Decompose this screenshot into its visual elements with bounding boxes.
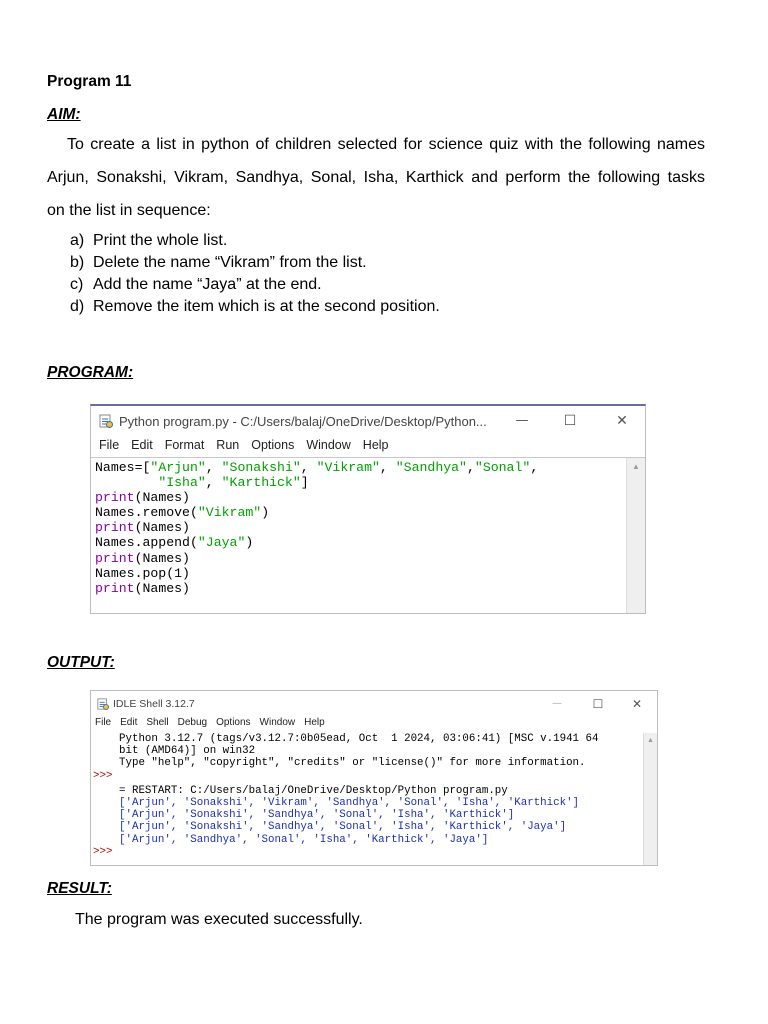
code-token: "Karthick"	[221, 475, 301, 491]
editor-menubar	[91, 438, 645, 456]
code-token: (Names)	[134, 490, 190, 506]
code-line	[95, 475, 538, 490]
code-token: Names.append(	[95, 535, 198, 551]
shell-text: ['Arjun', 'Sonakshi', 'Sandhya', 'Sonal', 'Isha', 'Karthick']	[119, 809, 515, 822]
menu-file[interactable]: File	[95, 717, 112, 728]
menu-format[interactable]: Format	[164, 438, 205, 452]
aim-line: To create a list in python of children selected for science quiz with the following names	[67, 136, 705, 153]
result-text: The program was executed successfully.	[75, 911, 363, 928]
shell-text: Python 3.12.7 (tags/v3.12.7:0b05ead, Oct 1 2024, 03:06:41) [MSC v.1941 64	[119, 733, 599, 745]
list-item	[70, 274, 440, 296]
code-token: "Arjun"	[150, 460, 206, 475]
code-token: print	[95, 490, 135, 506]
code-line	[95, 490, 538, 505]
shell-line	[91, 809, 639, 821]
shell-line	[91, 797, 639, 809]
code-token: ,	[379, 460, 396, 475]
aim-heading: AIM:	[47, 106, 81, 123]
code-token: ]	[300, 475, 309, 491]
result-heading: RESULT:	[47, 880, 112, 897]
shell-scrollbar[interactable]	[643, 733, 657, 865]
shell-prompt: >>>	[93, 845, 113, 858]
task-text: Print the whole list.	[93, 232, 228, 249]
code-token: (Names)	[134, 550, 190, 566]
minimize-button[interactable]: —	[552, 698, 562, 709]
shell-line	[91, 785, 639, 797]
code-line	[95, 535, 538, 550]
code-line	[95, 551, 538, 566]
code-token: "Sonakshi"	[221, 460, 301, 475]
code-line	[95, 566, 538, 581]
task-label: c)	[70, 276, 84, 293]
editor-scrollbar[interactable]	[626, 458, 645, 613]
shell-text: ['Arjun', 'Sonakshi', 'Sandhya', 'Sonal', 'Isha', 'Karthick', 'Jaya']	[119, 821, 567, 834]
code-token: (Names)	[134, 580, 190, 596]
minimize-button[interactable]: —	[515, 413, 529, 428]
shell-window	[90, 690, 658, 866]
code-token: "Sonal"	[474, 460, 531, 475]
menu-window[interactable]: Window	[259, 717, 296, 728]
menu-options[interactable]: Options	[216, 717, 251, 728]
editor-title: Python program.py - C:/Users/balaj/OneDrive/Desktop/Python...	[119, 413, 487, 429]
task-list	[70, 230, 440, 318]
aim-line: Arjun, Sonakshi, Vikram, Sandhya, Sonal, Isha, Karthick and perform the following tasks	[47, 169, 705, 186]
code-token: "Vikram"	[197, 505, 262, 521]
list-item	[70, 230, 440, 252]
editor-window	[90, 404, 646, 614]
code-token: ,	[466, 460, 475, 475]
code-token: "Sandhya"	[395, 460, 467, 475]
shell-line	[91, 834, 639, 846]
menu-help[interactable]: Help	[362, 438, 389, 452]
task-text: Delete the name “Vikram” from the list.	[93, 254, 367, 271]
shell-title: IDLE Shell 3.12.7	[113, 698, 195, 710]
code-token: print	[95, 580, 135, 596]
task-label: b)	[70, 254, 85, 271]
shell-text: ['Arjun', 'Sandhya', 'Sonal', 'Isha', 'Karthick', 'Jaya']	[119, 833, 489, 846]
shell-line	[91, 745, 639, 757]
maximize-button[interactable]: ☐	[592, 697, 604, 711]
aim-line: on the list in sequence:	[47, 202, 211, 219]
scroll-up-icon[interactable]: ▲	[632, 462, 640, 471]
code-token	[95, 475, 158, 490]
menu-file[interactable]: File	[99, 438, 120, 452]
code-token: "Vikram"	[316, 460, 380, 475]
output-heading: OUTPUT:	[47, 654, 115, 671]
shell-text: ['Arjun', 'Sonakshi', 'Vikram', 'Sandhya', 'Sonal', 'Isha', 'Karthick']	[119, 796, 580, 809]
shell-text: Type "help", "copyright", "credits" or "license()" for more information.	[119, 757, 586, 770]
list-item	[70, 296, 440, 318]
menu-window[interactable]: Window	[306, 438, 351, 452]
program-heading: PROGRAM:	[47, 364, 134, 381]
code-line	[95, 505, 538, 520]
shell-line	[91, 733, 639, 745]
shell-line	[91, 757, 639, 769]
menu-edit[interactable]: Edit	[131, 438, 153, 452]
aim-paragraph	[47, 128, 705, 227]
task-text: Add the name “Jaya” at the end.	[93, 276, 322, 293]
close-button[interactable]: ✕	[631, 697, 643, 711]
shell-titlebar	[91, 691, 657, 717]
code-token: Names.pop(1)	[95, 565, 190, 581]
menu-debug[interactable]: Debug	[177, 717, 208, 728]
code-line	[95, 520, 538, 535]
editor-text-area[interactable]	[91, 457, 645, 613]
scroll-up-icon[interactable]: ▲	[647, 737, 654, 744]
code-token: Names.remove(	[95, 505, 198, 521]
shell-line	[91, 770, 639, 782]
shell-output	[91, 733, 639, 858]
shell-menubar	[91, 717, 657, 732]
shell-line	[91, 846, 639, 858]
code-token: Names=[	[95, 460, 151, 475]
code-token: ,	[205, 475, 222, 491]
code-token: print	[95, 520, 135, 536]
python-file-icon	[99, 414, 113, 428]
task-label: a)	[70, 232, 85, 249]
shell-text: = RESTART: C:/Users/balaj/OneDrive/Desktop/Python program.py	[119, 784, 508, 797]
code-token: print	[95, 550, 135, 566]
program-title: Program 11	[47, 73, 132, 90]
maximize-button[interactable]: ☐	[563, 413, 577, 429]
code-token: (Names)	[134, 520, 190, 536]
code-line	[95, 460, 538, 475]
shell-text-area[interactable]	[91, 733, 657, 865]
menu-run[interactable]: Run	[216, 438, 240, 452]
shell-prompt: >>>	[93, 769, 113, 782]
code-line	[95, 581, 538, 596]
menu-help[interactable]: Help	[304, 717, 325, 728]
close-button[interactable]: ✕	[616, 413, 628, 429]
code-token: "Isha"	[158, 475, 206, 491]
shell-line	[91, 821, 639, 833]
list-item	[70, 252, 440, 274]
code-token: ,	[530, 460, 539, 475]
menu-edit[interactable]: Edit	[120, 717, 138, 728]
code-block	[95, 460, 538, 596]
code-token: ,	[205, 460, 222, 475]
code-token: "Jaya"	[197, 535, 246, 551]
task-label: d)	[70, 298, 85, 315]
code-token: )	[245, 535, 254, 551]
code-token: )	[261, 505, 270, 521]
menu-shell[interactable]: Shell	[146, 717, 169, 728]
shell-text: bit (AMD64)] on win32	[119, 745, 256, 758]
task-text: Remove the item which is at the second position.	[93, 298, 440, 315]
code-token: ,	[300, 460, 317, 475]
idle-icon	[97, 698, 109, 710]
menu-options[interactable]: Options	[251, 438, 295, 452]
